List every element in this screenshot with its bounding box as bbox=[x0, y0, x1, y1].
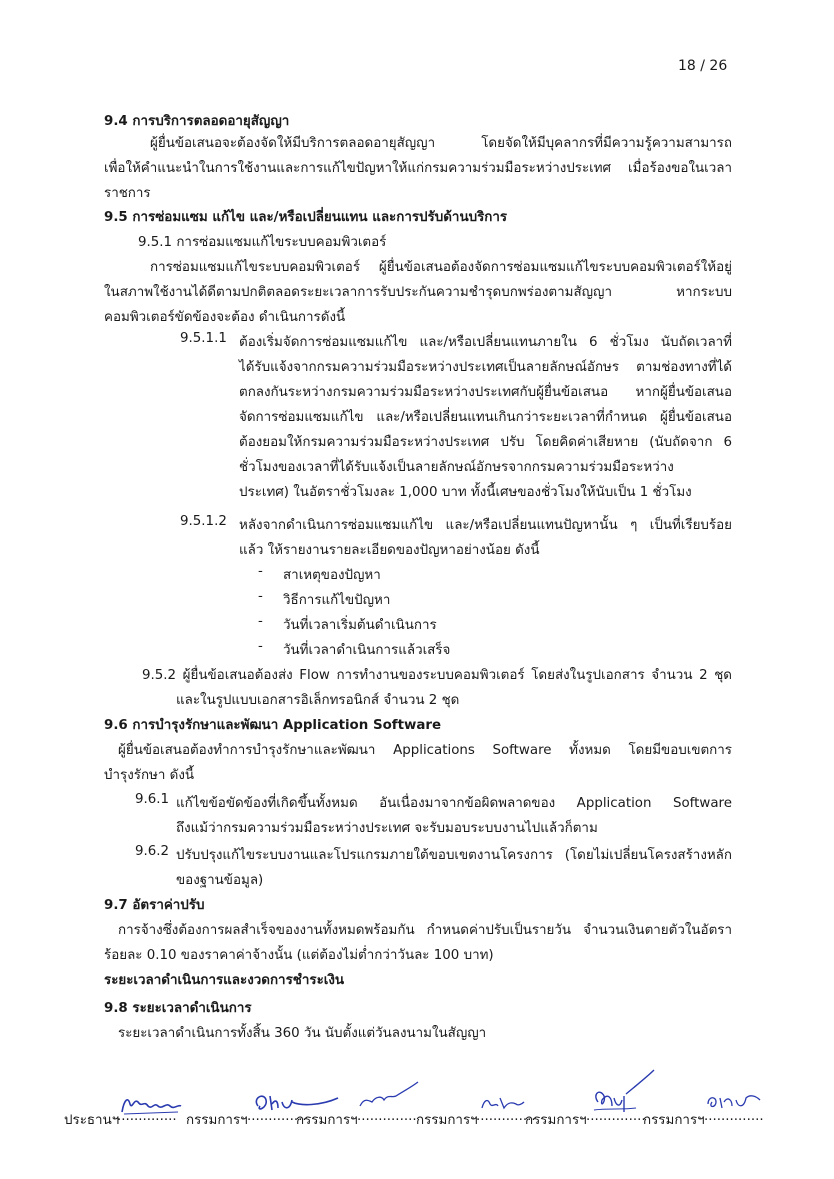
handwritten-signature-5 bbox=[588, 1068, 658, 1120]
paragraph-line: เพื่อให้คำแนะนำในการใช้งานและการแก้ไขปัญหาให้แก่กรมความร่วมมือระหว่างประเทศ เมื่อร้องขอในเวลา bbox=[104, 161, 732, 176]
section-heading-9-5: 9.5 การซ่อมแซม แก้ไข และ/หรือเปลี่ยนแทน และการปรับด้านบริการ bbox=[104, 210, 508, 225]
signature-dots: .............. bbox=[247, 1109, 307, 1124]
paragraph-line: บำรุงรักษา ดังนี้ bbox=[104, 768, 195, 783]
bullet-item: วันที่เวลาเริ่มต้นดำเนินการ bbox=[283, 618, 437, 633]
signature-dots: .............. bbox=[117, 1109, 177, 1124]
signature-label-member: กรรมการฯ bbox=[296, 1113, 358, 1128]
paragraph-line: คอมพิวเตอร์ขัดข้องจะต้อง ดำเนินการดังนี้ bbox=[104, 310, 346, 325]
handwritten-signature-1 bbox=[118, 1090, 184, 1120]
paragraph-line: ในสภาพใช้งานได้ดีตามปกติตลอดระยะเวลาการรับประกันความชำรุดบกพร่องตามสัญญา หากระบบ bbox=[104, 285, 732, 300]
item-line: ต้องเริ่มจัดการซ่อมแซมแก้ไข และ/หรือเปลี่ยนแทนภายใน 6 ชั่วโมง นับถัดเวลาที่ bbox=[239, 335, 732, 350]
section-heading-9-8: 9.8 ระยะเวลาดำเนินการ bbox=[104, 1001, 252, 1016]
item-line: ปรับปรุงแก้ไขระบบงานและโปรแกรมภายใต้ขอบเขตงานโครงการ (โดยไม่เปลี่ยนโครงสร้างหลัก bbox=[176, 848, 732, 863]
paragraph-line: ระยะเวลาดำเนินการทั้งสิ้น 360 วัน นับตั้งแต่วันลงนามในสัญญา bbox=[118, 1026, 487, 1041]
item-number-9-5-1-2: 9.5.1.2 bbox=[180, 514, 227, 529]
bullet-mark: - bbox=[258, 564, 263, 579]
signature-label-member: กรรมการฯ bbox=[643, 1113, 705, 1128]
item-line: ตกลงกันระหว่างกรมความร่วมมือระหว่างประเทศกับผู้ยื่นข้อเสนอ หากผู้ยื่นข้อเสนอ bbox=[239, 385, 732, 400]
subsection-line-9-5-2: และในรูปแบบเอกสารอิเล็กทรอนิกส์ จำนวน 2 ชุด bbox=[176, 693, 460, 708]
paragraph-line: ผู้ยื่นข้อเสนอต้องทำการบำรุงรักษาและพัฒนา Applications Software ทั้งหมด โดยมีขอบเขตการ bbox=[118, 743, 732, 758]
signature-label-chair: ประธานฯ bbox=[64, 1113, 120, 1128]
item-line: แล้ว ให้รายงานรายละเอียดของปัญหาอย่างน้อย ดังนี้ bbox=[239, 543, 540, 558]
item-line: ของฐานข้อมูล) bbox=[176, 873, 264, 888]
paragraph-line: ร้อยละ 0.10 ของราคาค่าจ้างนั้น (แต่ต้องไม่ต่ำกว่าวันละ 100 บาท) bbox=[104, 948, 494, 963]
item-number-9-6-2: 9.6.2 bbox=[135, 844, 170, 859]
signature-dots: .............. bbox=[476, 1109, 536, 1124]
signature-label-member: กรรมการฯ bbox=[416, 1113, 478, 1128]
item-line: ถึงแม้ว่ากรมความร่วมมือระหว่างประเทศ จะรับมอบระบบงานไปแล้วก็ตาม bbox=[176, 821, 598, 836]
paragraph-line: การจ้างซึ่งต้องการผลสำเร็จของงานทั้งหมดพร้อมกัน กำหนดค่าปรับเป็นรายวัน จำนวนเงินตายตัวในอัตรา bbox=[118, 923, 732, 938]
bullet-item: วันที่เวลาดำเนินการแล้วเสร็จ bbox=[283, 643, 451, 658]
item-number-9-6-1: 9.6.1 bbox=[135, 792, 170, 807]
handwritten-signature-4 bbox=[478, 1092, 526, 1114]
handwritten-signature-6 bbox=[704, 1088, 762, 1114]
item-line: ได้รับแจ้งจากกรมความร่วมมือระหว่างประเทศเป็นลายลักษณ์อักษร ตามช่องทางที่ได้ bbox=[239, 360, 732, 375]
item-line: ชั่วโมงของเวลาที่ได้รับแจ้งเป็นลายลักษณ์อักษรจากกรมความร่วมมือระหว่าง bbox=[239, 460, 674, 475]
item-line: ต้องยอมให้กรมความร่วมมือระหว่างประเทศ ปรับ โดยคิดค่าเสียหาย (นับถัดจาก 6 bbox=[239, 435, 732, 450]
bullet-mark: - bbox=[258, 639, 263, 654]
bullet-item: วิธีการแก้ไขปัญหา bbox=[283, 593, 391, 608]
signature-label-member: กรรมการฯ bbox=[186, 1113, 248, 1128]
subsection-title-9-5-1: 9.5.1 การซ่อมแซมแก้ไขระบบคอมพิวเตอร์ bbox=[138, 235, 387, 250]
item-line: ประเทศ) ในอัตราชั่วโมงละ 1,000 บาท ทั้งนี้เศษของชั่วโมงให้นับเป็น 1 ชั่วโมง bbox=[239, 485, 692, 500]
signature-dots: .............. bbox=[357, 1109, 417, 1124]
section-heading-9-4: 9.4 การบริการตลอดอายุสัญญา bbox=[104, 114, 290, 129]
handwritten-signature-3 bbox=[356, 1080, 422, 1114]
bullet-item: สาเหตุของปัญหา bbox=[283, 568, 381, 583]
timeline-heading: ระยะเวลาดำเนินการและงวดการชำระเงิน bbox=[104, 973, 345, 988]
handwritten-signature-2 bbox=[250, 1088, 340, 1120]
item-line: หลังจากดำเนินการซ่อมแซมแก้ไข และ/หรือเปลี่ยนแทนปัญหานั้น ๆ เป็นที่เรียบร้อย bbox=[239, 518, 732, 533]
item-number-9-5-1-1: 9.5.1.1 bbox=[180, 331, 227, 346]
signature-dots: .............. bbox=[586, 1109, 646, 1124]
signature-dots: .............. bbox=[704, 1109, 764, 1124]
signature-label-member: กรรมการฯ bbox=[525, 1113, 587, 1128]
page-number: 18 / 26 bbox=[678, 58, 728, 74]
bullet-mark: - bbox=[258, 589, 263, 604]
item-line: แก้ไขข้อขัดข้องที่เกิดขึ้นทั้งหมด อันเนื่องมาจากข้อผิดพลาดของ Application Software bbox=[176, 796, 732, 811]
paragraph-line: การซ่อมแซมแก้ไขระบบคอมพิวเตอร์ ผู้ยื่นข้อเสนอต้องจัดการซ่อมแซมแก้ไขระบบคอมพิวเตอร์ให้อยู่ bbox=[150, 260, 732, 275]
paragraph-line: ราชการ bbox=[104, 186, 151, 201]
paragraph-line: ผู้ยื่นข้อเสนอจะต้องจัดให้มีบริการตลอดอายุสัญญา โดยจัดให้มีบุคลากรที่มีความรู้ความสามารถ bbox=[150, 136, 732, 151]
item-line: จัดการซ่อมแซมแก้ไข และ/หรือเปลี่ยนแทนเกินกว่าระยะเวลาที่กำหนด ผู้ยื่นข้อเสนอ bbox=[239, 410, 732, 425]
bullet-mark: - bbox=[258, 614, 263, 629]
section-heading-9-7: 9.7 อัตราค่าปรับ bbox=[104, 898, 205, 913]
section-heading-9-6: 9.6 การบำรุงรักษาและพัฒนา Application Software bbox=[104, 718, 442, 733]
subsection-line-9-5-2: 9.5.2 ผู้ยื่นข้อเสนอต้องส่ง Flow การทำงานของระบบคอมพิวเตอร์ โดยส่งในรูปเอกสาร จำนวน 2 ชุด bbox=[142, 668, 732, 683]
